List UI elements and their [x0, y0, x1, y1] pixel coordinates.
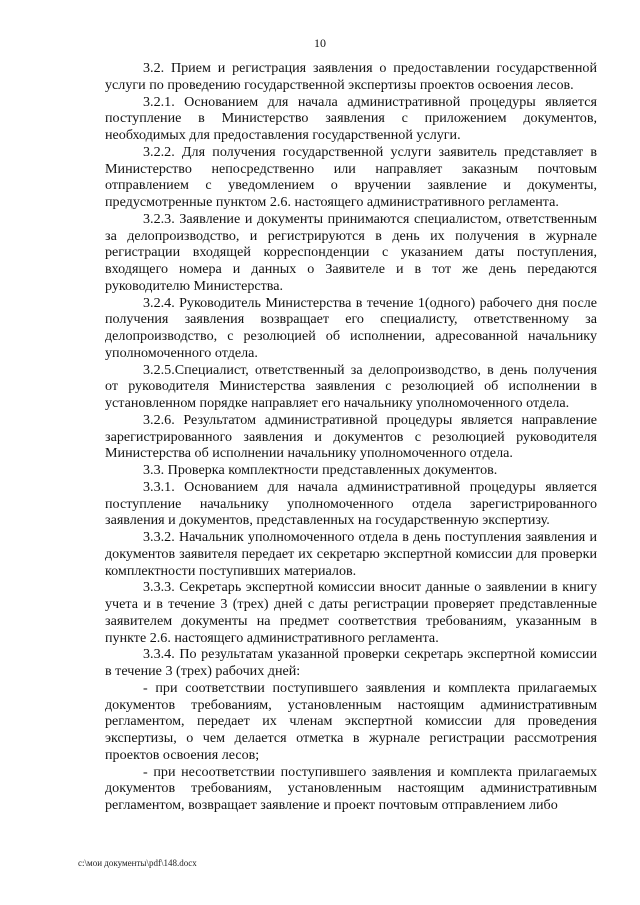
- paragraph-3-2-6: 3.2.6. Результатом административной процедуры является направление зарегистрированного заявления и документов с резолюцией руководителя Министерства об исполнении начальнику уполномоченного отдела.: [105, 411, 597, 462]
- paragraph-3-2-3: 3.2.3. Заявление и документы принимаются специалистом, ответственным за делопроизводство, и регистрируются в день их получения в журнале регистрации входящей корреспонденции с указанием даты поступления, входящего номера и данных о Заявителе и в тот же день передаются руководителю Министерства.: [105, 210, 597, 294]
- list-item-compliant: - при соответствии поступившего заявления и комплекта прилагаемых документов требованиям, установленным настоящим административным регламентом, передает их членам экспертной комиссии для проведения экспертизы, о чем делается отметка в журнале регистрации рассмотрения проектов освоения лесов;: [105, 679, 597, 763]
- paragraph-3-3: 3.3. Проверка комплектности представленных документов.: [143, 462, 498, 478]
- paragraph-3-2: 3.2. Прием и регистрация заявления о предоставлении государственной услуги по проведению государственной экспертизы проектов освоения лесов.: [105, 60, 597, 93]
- paragraph-3-3-2: 3.3.2. Начальник уполномоченного отдела в день поступления заявления и документов заявителя передает их секретарю экспертной комиссии для проверки комплектности поступивших материалов.: [105, 529, 597, 579]
- paragraph-3-3-4: 3.3.4. По результатам указанной проверки секретарь экспертной комиссии в течение 3 (трех) рабочих дней:: [105, 646, 597, 679]
- list-item-noncompliant: - при несоответствии поступившего заявления и комплекта прилагаемых документов требованиям, установленным настоящим административным регламентом, возвращает заявление и проект почтовым отправлением либо: [105, 763, 597, 813]
- paragraph-3-3-3: 3.3.3. Секретарь экспертной комиссии вносит данные о заявлении в книгу учета и в течение 3 (трех) дней с даты регистрации проверяет представленные заявителем документы на предмет соответствия требованиям, указанным в пункте 2.6. настоящего административного регламента.: [105, 579, 597, 646]
- paragraph-3-2-2: 3.2.2. Для получения государственной услуги заявитель представляет в Министерство непосредственно или направляет заказным почтовым отправлением с уведомлением о вручении заявление и документы, предусмотренные пунктом 2.6. настоящего административного регламента.: [105, 143, 597, 210]
- document-body: [105, 60, 597, 814]
- footer-file-path: c:\мои документы\pdf\148.docx: [78, 858, 197, 868]
- paragraph-3-3-1: 3.3.1. Основанием для начала административной процедуры является поступление начальнику уполномоченного отдела зарегистрированного заявления и документов, представленных на государственную экспертизу.: [105, 478, 597, 529]
- paragraph-3-2-1: 3.2.1. Основанием для начала административной процедуры является поступление в Министерство заявления с приложением документов, необходимых для предоставления государственной услуги.: [105, 93, 597, 143]
- paragraph-3-2-4: 3.2.4. Руководитель Министерства в течение 1(одного) рабочего дня после получения заявления возвращает его специалисту, ответственному за делопроизводство, с резолюцией об исполнении, адресованной начальнику уполномоченного отдела.: [105, 294, 597, 361]
- page-number: 10: [314, 36, 326, 50]
- paragraph-3-2-5: 3.2.5.Специалист, ответственный за делопроизводство, в день получения от руководителя Министерства заявления с резолюцией об исполнении в установленном порядке направляет его начальнику уполномоченного отдела.: [105, 361, 597, 411]
